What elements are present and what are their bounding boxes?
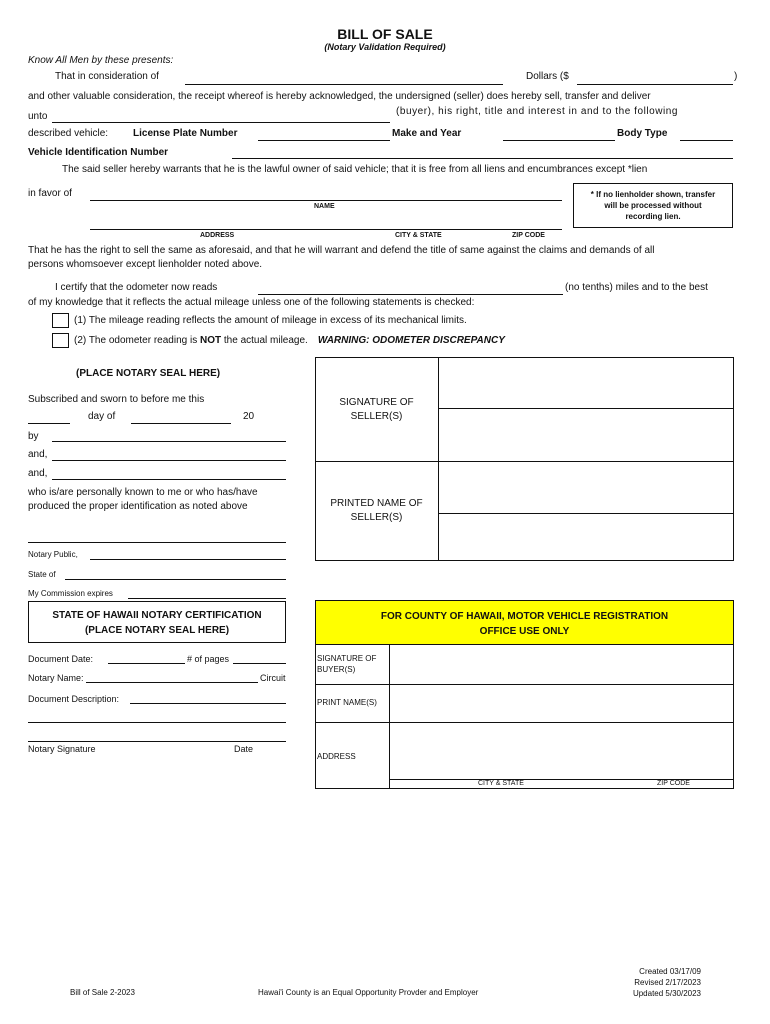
mileage-excess-label: (1) The mileage reading reflects the amount of mileage in excess of its mechanical limits. xyxy=(74,315,467,326)
circuit-label: Circuit xyxy=(260,673,286,683)
revision-history xyxy=(633,966,701,999)
dollars-field[interactable] xyxy=(577,84,733,85)
odometer-warning: WARNING: ODOMETER DISCREPANCY xyxy=(317,335,505,346)
pages-label: # of pages xyxy=(187,654,230,664)
notary-name-label: Notary Name: xyxy=(28,673,84,683)
lienholder-name-field[interactable] xyxy=(90,200,562,201)
seller-printed-name-label xyxy=(315,497,438,525)
sworn-label: Subscribed and sworn to before me this xyxy=(28,394,205,405)
county-row-divider-1 xyxy=(315,684,734,685)
created-date: Created 03/17/09 xyxy=(639,967,701,976)
body-type-field[interactable] xyxy=(680,140,733,141)
buyer-zip-caption: ZIP CODE xyxy=(657,780,690,787)
know-all-men: Know All Men by these presents: xyxy=(28,55,174,66)
seller-sig-line-1: SIGNATURE OF xyxy=(339,397,414,408)
identification-field[interactable] xyxy=(28,542,286,543)
known-line-1: who is/are personally known to me or who has/have xyxy=(28,487,258,498)
lien-note-box xyxy=(573,183,733,228)
county-office-header xyxy=(315,600,734,645)
county-table-divider xyxy=(389,645,390,789)
seller-sig-separator xyxy=(438,408,734,409)
odometer-field[interactable] xyxy=(258,294,563,295)
make-year-label: Make and Year xyxy=(392,128,462,139)
vin-field[interactable] xyxy=(232,158,733,159)
lien-citystate-caption: CITY & STATE xyxy=(395,232,442,239)
document-date-label: Document Date: xyxy=(28,654,94,664)
and-field-1[interactable] xyxy=(52,460,286,461)
form-number: Bill of Sale 2-2023 xyxy=(70,988,135,997)
updated-date: Updated 5/30/2023 xyxy=(632,989,701,998)
lien-note-line-2: will be processed without xyxy=(604,201,702,210)
hawaii-notary-seal-label: (PLACE NOTARY SEAL HERE) xyxy=(84,625,230,636)
and-field-2[interactable] xyxy=(52,479,286,480)
buyer-address-label: ADDRESS xyxy=(317,752,356,761)
and-label-2: and, xyxy=(28,468,48,479)
buyer-sig-line-2: BUYER(S) xyxy=(317,665,356,674)
hawaii-notary-header-box xyxy=(28,601,286,643)
dollars-close: ) xyxy=(734,71,738,82)
county-office-use-label: OFFICE USE ONLY xyxy=(479,626,570,637)
right-to-sell-line-2: persons whomsoever except lienholder noted above. xyxy=(28,259,263,270)
state-of-label: State of xyxy=(28,570,56,579)
revised-date: Revised 2/17/2023 xyxy=(634,978,701,987)
day-field[interactable] xyxy=(28,423,70,424)
consideration-label: That in consideration of xyxy=(55,71,159,82)
seller-signature-table xyxy=(315,357,734,561)
license-plate-label: License Plate Number xyxy=(133,128,238,139)
county-row-divider-2 xyxy=(315,722,734,723)
seller-print-line-2: SELLER(S) xyxy=(350,512,403,523)
seller-print-line-1: PRINTED NAME OF xyxy=(330,498,423,509)
document-description-field[interactable] xyxy=(130,703,286,704)
opt2-not: NOT xyxy=(200,335,222,346)
notary-signature-label: Notary Signature xyxy=(28,744,96,754)
and-label-1: and, xyxy=(28,449,48,460)
page-title: BILL OF SALE xyxy=(337,26,433,42)
odometer-not-actual-checkbox[interactable] xyxy=(52,333,69,348)
page-subtitle: (Notary Validation Required) xyxy=(324,42,446,52)
equal-opportunity-statement: Hawai'i County is an Equal Opportunity Provder and Employer xyxy=(258,988,479,997)
known-line-2: produced the proper identification as noted above xyxy=(28,501,248,512)
commission-label: My Commission expires xyxy=(28,589,113,598)
make-year-field[interactable] xyxy=(503,140,615,141)
mileage-excess-checkbox[interactable] xyxy=(52,313,69,328)
in-favor-label: in favor of xyxy=(28,188,72,199)
lien-note-line-1: * If no lienholder shown, transfer xyxy=(590,190,716,199)
day-of-label: day of xyxy=(88,411,116,422)
buyer-signature-label xyxy=(317,653,376,675)
document-date-field[interactable] xyxy=(108,663,185,664)
notary-signature-field[interactable] xyxy=(28,741,286,742)
document-description-field-2[interactable] xyxy=(28,722,286,723)
opt2-text-end: the actual mileage. xyxy=(221,335,308,346)
seller-print-separator xyxy=(438,513,734,514)
state-field[interactable] xyxy=(65,579,286,580)
hawaii-notary-title: STATE OF HAWAII NOTARY CERTIFICATION xyxy=(52,610,262,621)
pages-field[interactable] xyxy=(233,663,286,664)
described-vehicle-label: described vehicle: xyxy=(28,128,109,139)
seller-signature-label xyxy=(315,396,438,424)
warranty-text: The said seller hereby warrants that he is the lawful owner of said vehicle; that it is free from all liens and encumbrances except *lien xyxy=(62,164,648,175)
buyer-citystate-caption: CITY & STATE xyxy=(478,780,524,787)
notary-seal-label: (PLACE NOTARY SEAL HERE) xyxy=(76,368,221,379)
opt2-text: (2) The odometer reading is xyxy=(74,335,200,346)
county-office-table xyxy=(315,645,734,789)
buyer-print-name-label: PRINT NAME(S) xyxy=(317,698,377,707)
right-to-sell-line-1: That he has the right to sell the same as aforesaid, and that he will warrant and defend the title of same against the claims and demands of all xyxy=(28,245,655,256)
lien-address-caption: ADDRESS xyxy=(200,232,235,239)
notary-public-label: Notary Public, xyxy=(28,550,78,559)
notary-public-field[interactable] xyxy=(90,559,286,560)
by-label: by xyxy=(28,431,39,442)
lienholder-address-field[interactable] xyxy=(90,229,562,230)
lien-note-line-3: recording lien. xyxy=(625,212,681,221)
lien-name-caption: NAME xyxy=(314,203,335,210)
seller-table-row-divider xyxy=(315,461,734,462)
unto-label: unto xyxy=(28,111,48,122)
notary-name-field[interactable] xyxy=(86,682,258,683)
odometer-label: I certify that the odometer now reads xyxy=(55,282,218,293)
seller-sig-line-2: SELLER(S) xyxy=(350,411,403,422)
buyer-field[interactable] xyxy=(52,122,390,123)
buyer-label: (buyer), his right, title and interest in and to the following xyxy=(396,106,679,117)
document-description-label: Document Description: xyxy=(28,694,120,704)
dollars-label: Dollars ($ xyxy=(526,71,569,82)
seller-table-divider xyxy=(438,357,439,561)
transfer-paragraph: and other valuable consideration, the receipt whereof is hereby acknowledged, the undersigned (seller) does hereby sell, transfer and deliver xyxy=(28,91,651,102)
knowledge-label: of my knowledge that it reflects the actual mileage unless one of the following statements is checked: xyxy=(28,297,475,308)
by-field[interactable] xyxy=(52,441,286,442)
body-type-label: Body Type xyxy=(617,128,668,139)
vin-label: Vehicle Identification Number xyxy=(28,147,169,158)
odometer-not-actual-label xyxy=(74,335,505,346)
commission-field[interactable] xyxy=(128,598,286,599)
no-tenths-label: (no tenths) miles and to the best xyxy=(565,282,708,293)
consideration-field[interactable] xyxy=(185,84,503,85)
lien-zip-caption: ZIP CODE xyxy=(512,232,545,239)
year-label: 20 xyxy=(243,411,255,422)
county-title: FOR COUNTY OF HAWAII, MOTOR VEHICLE REGISTRATION xyxy=(380,611,669,622)
month-field[interactable] xyxy=(131,423,231,424)
license-plate-field[interactable] xyxy=(258,140,390,141)
notary-date-label: Date xyxy=(234,744,254,754)
buyer-sig-line-1: SIGNATURE OF xyxy=(317,654,377,663)
